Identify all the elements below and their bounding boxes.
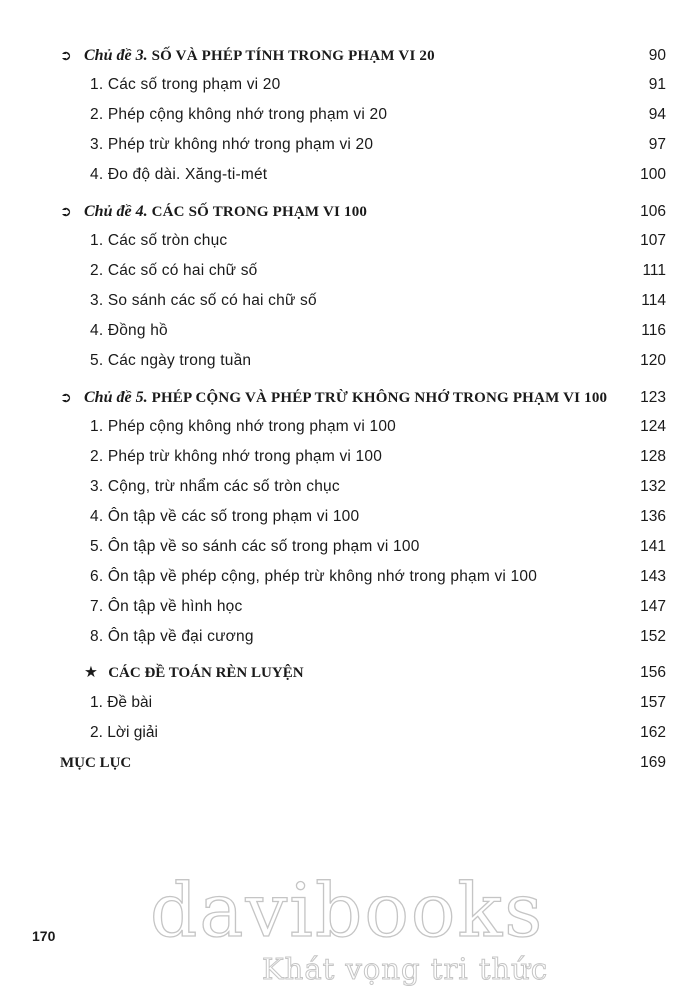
toc-item[interactable] — [60, 718, 666, 748]
arrow-right-icon: ➲ — [60, 203, 72, 219]
toc-item[interactable] — [60, 592, 666, 622]
watermark-slogan: Khát vọng tri thức — [262, 952, 549, 986]
toc-item[interactable] — [60, 502, 666, 532]
toc-item-label: 3. Phép trừ không nhớ trong phạm vi 20 — [90, 136, 374, 153]
toc-item-label: 5. Các ngày trong tuần — [90, 352, 252, 369]
arrow-right-icon: ➲ — [60, 47, 72, 63]
toc-item[interactable] — [60, 70, 666, 100]
table-of-contents — [60, 40, 666, 784]
chapter-heading[interactable] — [60, 196, 666, 226]
toc-item-label: 3. So sánh các số có hai chữ số — [90, 292, 317, 309]
page-ref: 128 — [640, 448, 666, 465]
practice-heading[interactable] — [60, 658, 666, 688]
chapter-3 — [60, 40, 666, 190]
chapter-prefix: Chủ đề 5. — [84, 389, 148, 406]
page-ref: 97 — [648, 136, 666, 153]
toc-item[interactable] — [60, 472, 666, 502]
toc-item[interactable] — [60, 130, 666, 160]
page-ref: 123 — [640, 389, 666, 406]
toc-item[interactable] — [60, 160, 666, 190]
chapter-title: SỐ VÀ PHÉP TÍNH TRONG PHẠM VI 20 — [151, 48, 435, 64]
page-ref: 141 — [640, 538, 666, 555]
toc-item[interactable] — [60, 226, 666, 256]
toc-item[interactable] — [60, 256, 666, 286]
page-ref: 152 — [640, 628, 666, 645]
chapter-4 — [60, 196, 666, 376]
page-ref: 120 — [640, 352, 666, 369]
toc-item-label: 2. Phép trừ không nhớ trong phạm vi 100 — [90, 448, 383, 465]
toc-item-label: 6. Ôn tập về phép cộng, phép trừ không nhớ trong phạm vi 100 — [90, 568, 538, 585]
toc-item[interactable] — [60, 562, 666, 592]
page-ref: 124 — [640, 418, 666, 435]
toc-item[interactable] — [60, 442, 666, 472]
chapter-heading[interactable] — [60, 382, 666, 412]
index-heading[interactable] — [60, 748, 666, 778]
page-ref: 132 — [640, 478, 666, 495]
page-ref: 90 — [648, 47, 666, 64]
page-ref: 156 — [640, 664, 666, 681]
toc-item[interactable] — [60, 622, 666, 652]
toc-item-label: 2. Phép cộng không nhớ trong phạm vi 20 — [90, 106, 388, 123]
page-ref: 94 — [648, 106, 666, 123]
toc-item-label: 1. Phép cộng không nhớ trong phạm vi 100 — [90, 418, 396, 435]
toc-item-label: 4. Đo độ dài. Xăng-ti-mét — [90, 166, 268, 183]
page-ref: 162 — [640, 724, 666, 741]
toc-item[interactable] — [60, 100, 666, 130]
page-ref: 143 — [640, 568, 666, 585]
practice-title: CÁC ĐỀ TOÁN RÈN LUYỆN — [108, 665, 304, 681]
page-ref: 169 — [640, 754, 666, 771]
page-ref: 116 — [641, 322, 666, 339]
toc-item-label: 1. Các số trong phạm vi 20 — [90, 76, 281, 93]
toc-item-label: 8. Ôn tập về đại cương — [90, 628, 254, 645]
toc-item-label: 7. Ôn tập về hình học — [90, 598, 243, 615]
page-number: 170 — [32, 928, 56, 944]
page-ref: 147 — [640, 598, 666, 615]
page-ref: 111 — [642, 262, 666, 279]
page-ref: 157 — [640, 694, 666, 711]
practice-section — [60, 658, 666, 778]
toc-item-label: 4. Đồng hồ — [90, 322, 168, 339]
toc-item[interactable] — [60, 688, 666, 718]
watermark-brand: davibooks — [150, 868, 545, 954]
toc-item-label: 2. Lời giải — [90, 724, 158, 741]
chapter-title: CÁC SỐ TRONG PHẠM VI 100 — [151, 204, 368, 220]
toc-item[interactable] — [60, 286, 666, 316]
toc-item-label: 5. Ôn tập về so sánh các số trong phạm vi 100 — [90, 538, 420, 555]
page-ref: 100 — [640, 166, 666, 183]
page-ref: 91 — [648, 76, 666, 93]
chapter-prefix: Chủ đề 3. — [84, 47, 148, 64]
toc-item-label: 2. Các số có hai chữ số — [90, 262, 258, 279]
page-ref: 107 — [640, 232, 666, 249]
page-ref: 114 — [641, 292, 666, 309]
arrow-right-icon: ➲ — [60, 389, 72, 405]
toc-item-label: 4. Ôn tập về các số trong phạm vi 100 — [90, 508, 360, 525]
toc-item-label: 1. Các số tròn chục — [90, 232, 228, 249]
toc-item[interactable] — [60, 532, 666, 562]
star-icon: ★ — [84, 664, 98, 681]
toc-item-label: 3. Cộng, trừ nhẩm các số tròn chục — [90, 478, 340, 495]
chapter-prefix: Chủ đề 4. — [84, 203, 148, 220]
toc-item-label: 1. Đề bài — [90, 694, 153, 711]
chapter-5 — [60, 382, 666, 652]
index-title: MỤC LỤC — [60, 755, 132, 771]
toc-item[interactable] — [60, 412, 666, 442]
page-ref: 106 — [640, 203, 666, 220]
chapter-title: PHÉP CỘNG VÀ PHÉP TRỪ KHÔNG NHỚ TRONG PHẠM VI 100 — [151, 390, 608, 406]
page-ref: 136 — [640, 508, 666, 525]
toc-item[interactable] — [60, 346, 666, 376]
chapter-heading[interactable] — [60, 40, 666, 70]
toc-item[interactable] — [60, 316, 666, 346]
